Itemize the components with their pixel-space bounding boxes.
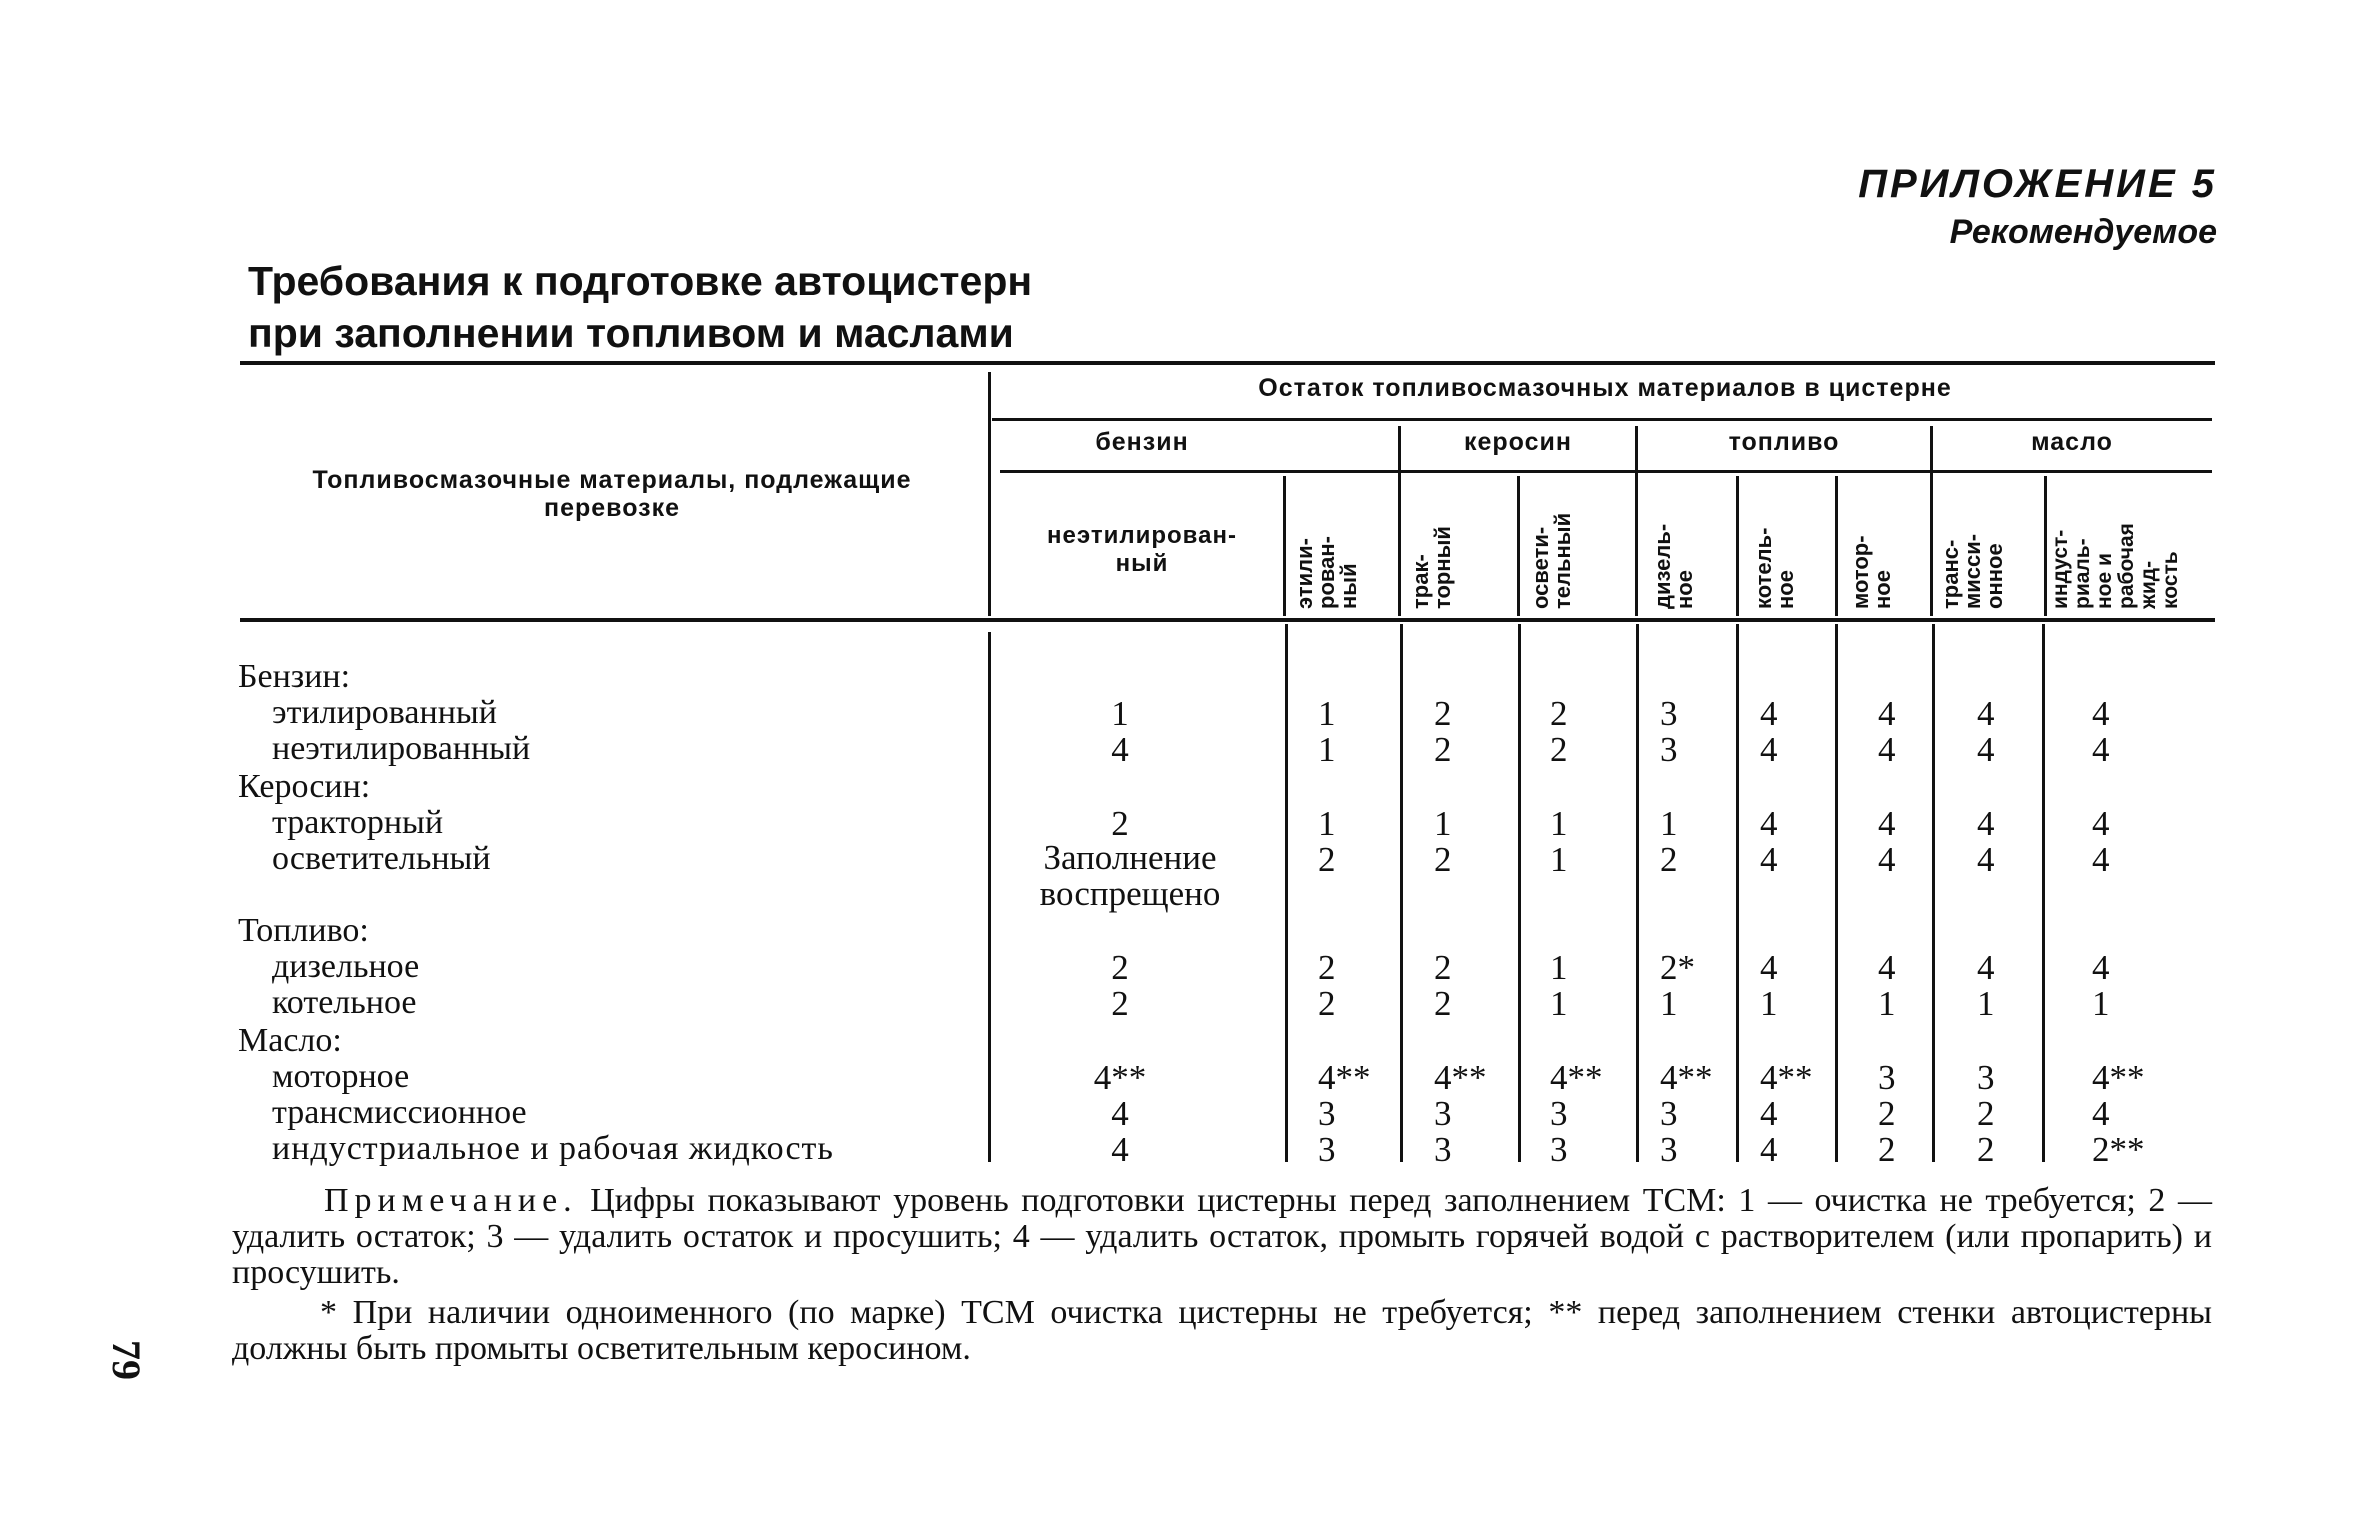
col-divider (1518, 624, 1521, 1162)
note-text: Цифры показывают уровень подготовки цистерны перед заполнением ТСМ: 1 — очистка не требуется; 2 — удалить остаток; 3 — удалить остаток и просушить; 4 — удалить остаток, промыть горячей водой с растворителем (или пропарить) и просушить. (232, 1182, 2212, 1291)
row-group-kerosene: Керосин: (238, 768, 371, 805)
table-cell: 1 (1760, 984, 1778, 1023)
group-header-rule (1000, 470, 2212, 473)
col-header-tractor: трак- торный (1408, 526, 1455, 609)
appendix-status: Рекомендуемое (1949, 213, 2217, 251)
table-cell: 4 (1977, 804, 1995, 843)
table-cell: 2 (1550, 694, 1568, 733)
table-cell: 1 (1660, 984, 1678, 1023)
table-cell: 2 (1434, 948, 1452, 987)
row-header: Топливосмазочные материалы, подлежащие перевозке (312, 466, 912, 522)
col-divider (1636, 624, 1639, 1162)
table-cell: 4 (1111, 730, 1129, 769)
table-cell: 4 (2092, 730, 2110, 769)
table-cell: 4 (1977, 694, 1995, 733)
row-label-transmission-oil: трансмиссионное (272, 1094, 527, 1131)
table-cell: 4 (2092, 948, 2110, 987)
col-header-transmission: транс- мисси- онное (1938, 533, 2007, 609)
table-cell: 4** (1760, 1058, 1813, 1097)
col-divider (1285, 624, 1288, 1162)
table-header-rule (240, 618, 2215, 622)
table-cell: 4 (1760, 840, 1778, 879)
row-label-motor-oil: моторное (272, 1058, 410, 1095)
table-cell: Заполнение воспрещено (1039, 838, 1221, 913)
table-cell: 2 (1434, 840, 1452, 879)
appendix-heading (1858, 162, 2217, 252)
table-cell: 4 (1977, 840, 1995, 879)
group-kerosene: керосин (1463, 428, 1572, 456)
table-cell: 2 (1977, 1130, 1995, 1169)
table-cell: 2 (1318, 984, 1336, 1023)
row-group-gasoline: Бензин: (238, 658, 351, 695)
table-cell: 4 (2092, 840, 2110, 879)
table-cell: 4** (1318, 1058, 1371, 1097)
row-label-lighting: осветительный (272, 840, 491, 877)
row-group-fuel: Топливо: (238, 912, 369, 949)
table-cell: 3 (1977, 1058, 1995, 1097)
document-title (248, 255, 1032, 359)
table-cell: 3 (1660, 1130, 1678, 1169)
table-cell: 4 (1878, 694, 1896, 733)
col-divider (1517, 476, 1520, 616)
table-cell: 4 (1878, 804, 1896, 843)
col-header-lighting: освети- тельный (1528, 512, 1575, 609)
table-cell: 4 (2092, 694, 2110, 733)
footnote: * При наличии одноименного (по марке) ТСМ очистка цистерны не требуется; ** перед заполнением стенки автоцистерны должны быть промыты осветительным керосином. (232, 1294, 2212, 1367)
table-cell: 2 (1660, 840, 1678, 879)
table-cell: 4 (1878, 840, 1896, 879)
note-paragraph (232, 1183, 2212, 1291)
table-cell: 2 (1434, 730, 1452, 769)
col-header-unleaded: неэтилирован- ный (1047, 522, 1237, 577)
table-cell: 2 (1434, 694, 1452, 733)
col-divider (1736, 624, 1739, 1162)
col-divider (988, 372, 991, 616)
table-cell: 1 (1550, 948, 1568, 987)
table-cell: 3 (1878, 1058, 1896, 1097)
row-label-tractor: тракторный (272, 804, 444, 841)
title-line-1: Требования к подготовке автоцистерн (248, 258, 1033, 304)
col-divider (1932, 624, 1935, 1162)
col-header-leaded: этили- рован- ный (1292, 536, 1361, 609)
table-cell: 1 (1111, 694, 1129, 733)
group-fuel: топливо (1728, 428, 1840, 456)
table-cell: 2 (1111, 984, 1129, 1023)
table-cell: 4 (2092, 1094, 2110, 1133)
table-cell: 2 (1878, 1094, 1896, 1133)
table-cell: 3 (1550, 1094, 1568, 1133)
row-label-leaded: этилированный (272, 694, 497, 731)
table-cell: 4 (1111, 1094, 1129, 1133)
table-cell: 3 (1660, 694, 1678, 733)
table-cell: 2 (1318, 840, 1336, 879)
table-cell: 1 (1434, 804, 1452, 843)
table-cell: 4 (1760, 730, 1778, 769)
group-oil: масло (2031, 428, 2113, 456)
row-group-oil: Масло: (238, 1022, 342, 1059)
table-cell: 4 (1760, 948, 1778, 987)
col-header-industrial: индуст- риаль- ное и рабочая жид- кость (2049, 523, 2182, 609)
table-cell: 2 (1434, 984, 1452, 1023)
table-cell: 1 (1550, 984, 1568, 1023)
table-cell: 4 (1760, 1130, 1778, 1169)
table-cell: 1 (1318, 694, 1336, 733)
table-cell: 1 (1318, 804, 1336, 843)
col-divider (1400, 624, 1403, 1162)
col-divider (2044, 476, 2047, 616)
table-cell: 1 (1660, 804, 1678, 843)
notes-block (232, 1183, 2212, 1367)
table-cell: 3 (1550, 1130, 1568, 1169)
table-cell: 3 (1660, 730, 1678, 769)
row-label-unleaded: неэтилированный (272, 730, 531, 767)
table-cell: 4** (1660, 1058, 1713, 1097)
appendix-label: ПРИЛОЖЕНИЕ 5 (1858, 162, 2217, 206)
col-divider (1736, 476, 1739, 616)
table-cell: 4** (2092, 1058, 2145, 1097)
table-cell: 4 (1878, 730, 1896, 769)
row-label-diesel: дизельное (272, 948, 420, 985)
note-label: Примечание. (324, 1182, 578, 1219)
table-cell: 1 (1550, 804, 1568, 843)
row-label-industrial-oil: индустриальное и рабочая жидкость (272, 1130, 834, 1167)
col-header-motor: мотор- ное (1848, 535, 1895, 609)
table-top-rule (240, 361, 2215, 365)
page-number: 79 (104, 1340, 149, 1380)
table-cell: 4 (1760, 694, 1778, 733)
table-cell: 1 (1550, 840, 1568, 879)
title-line-2: при заполнении топливом и маслами (248, 310, 1014, 356)
group-gasoline: бензин (1095, 428, 1189, 456)
table-cell: 3 (1660, 1094, 1678, 1133)
table-cell: 3 (1434, 1094, 1452, 1133)
table-cell: 4 (1977, 730, 1995, 769)
table-cell: 4 (1111, 1130, 1129, 1169)
residue-header: Остаток топливосмазочных материалов в цистерне (1258, 374, 1952, 402)
col-divider (1835, 476, 1838, 616)
col-divider (1835, 624, 1838, 1162)
table-cell: 2** (2092, 1130, 2145, 1169)
table-cell: 4** (1434, 1058, 1487, 1097)
table-cell: 2 (1111, 804, 1129, 843)
table-cell: 3 (1318, 1130, 1336, 1169)
table-cell: 2 (1977, 1094, 1995, 1133)
table-cell: 3 (1434, 1130, 1452, 1169)
table-cell: 2 (1878, 1130, 1896, 1169)
row-label-boiler: котельное (272, 984, 417, 1021)
col-divider (988, 632, 991, 1162)
residue-header-rule (992, 418, 2212, 421)
table-cell: 4 (1977, 948, 1995, 987)
table-cell: 2 (1318, 948, 1336, 987)
table-cell: 2 (1111, 948, 1129, 987)
table-cell: 1 (1318, 730, 1336, 769)
table-cell: 4** (1550, 1058, 1603, 1097)
table-cell: 1 (2092, 984, 2110, 1023)
table-cell: 4 (1760, 804, 1778, 843)
table-cell: 4** (1093, 1058, 1147, 1097)
table-cell: 2 (1550, 730, 1568, 769)
table-cell: 4 (2092, 804, 2110, 843)
col-divider (2042, 624, 2045, 1162)
table-cell: 3 (1318, 1094, 1336, 1133)
table-cell: 1 (1878, 984, 1896, 1023)
table-cell: 2* (1660, 948, 1695, 987)
col-header-diesel: дизель- ное (1650, 523, 1697, 609)
table-cell: 4 (1878, 948, 1896, 987)
table-cell: 4 (1760, 1094, 1778, 1133)
col-header-boiler: котель- ное (1751, 527, 1798, 609)
table-cell: 1 (1977, 984, 1995, 1023)
